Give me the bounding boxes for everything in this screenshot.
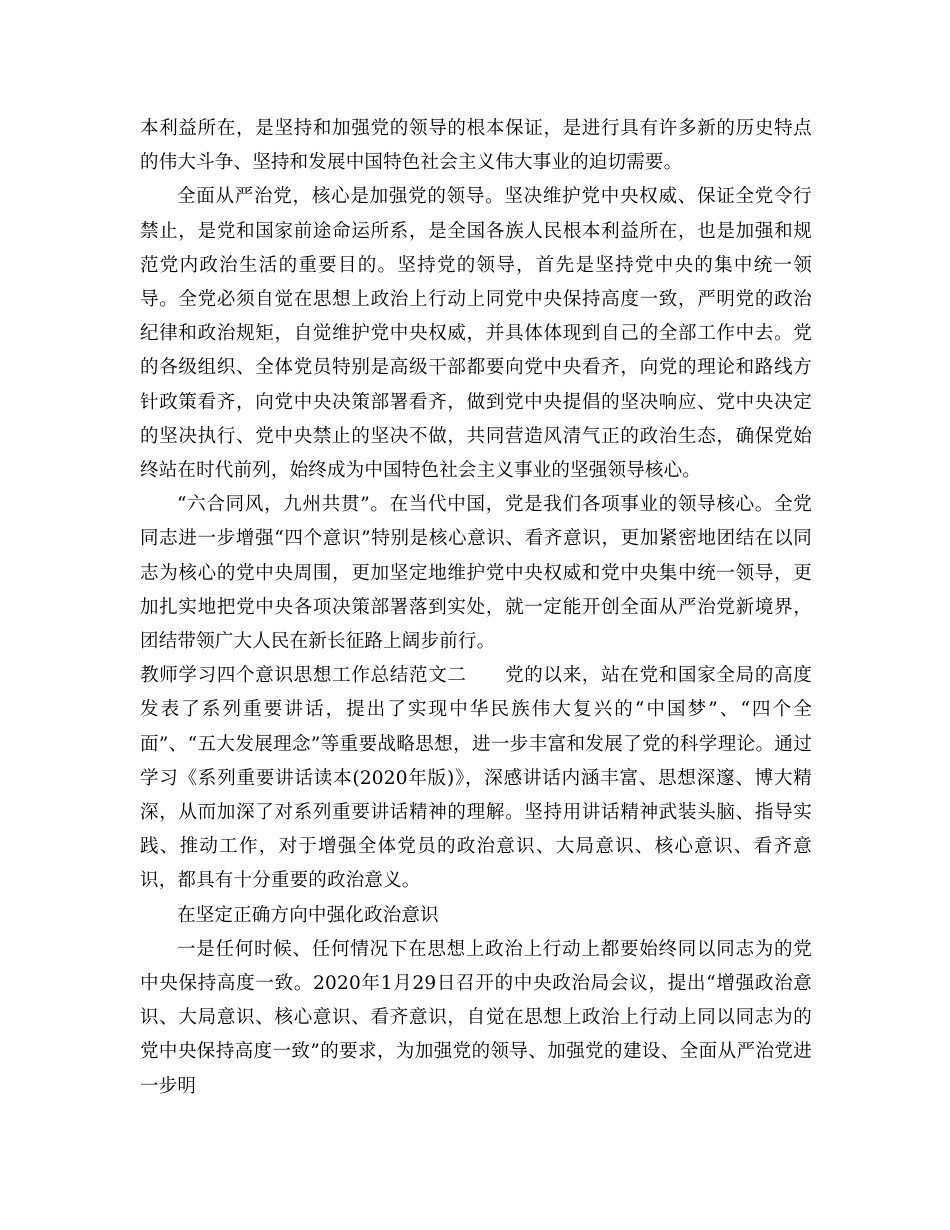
paragraph-point-one: 一是任何时候、任何情况下在思想上政治上行动上都要始终同以同志为的党中央保持高度一致。2020年1月29日召开的中央政治局会议，提出“增强政治意识、大局意识、核心意识、看齐意识，自觉在思想上政治上行动上同以同志为的党中央保持高度一致”的要求，为加强党的领导、加强党的建设、全面从严治党进一步明: [140, 938, 812, 1097]
paragraph-continuation: 本利益所在，是坚持和加强党的领导的根本保证，是进行具有许多新的历史特点的伟大斗争、坚持和发展中国特色社会主义伟大事业的迫切需要。: [140, 118, 812, 174]
section-heading-political-awareness: 在坚定正确方向中强化政治意识: [177, 904, 439, 926]
paragraph-summary-two: 教师学习四个意识思想工作总结范文二 党的以来，站在党和国家全局的高度发表了系列重要讲话，提出了实现中华民族伟大复兴的“中国梦”、“四个全面”、“五大发展理念”等重要战略思想，进一步丰富和发展了党的科学理论。通过学习《系列重要讲话读本(2020年版)》，深感讲话内涵丰富、思想深邃、博大精深，从而加深了对系列重要讲话精神的理解。坚持用讲话精神武装头脑、指导实践、推动工作，对于增强全体党员的政治意识、大局意识、核心意识、看齐意识，都具有十分重要的政治意义。: [140, 665, 812, 892]
paragraph-party-leadership: 全面从严治党，核心是加强党的领导。坚决维护党中央权威、保证全党令行禁止，是党和国家前途命运所系，是全国各族人民根本利益所在，也是加强和规范党内政治生活的重要目的。坚持党的领导，首先是坚持党中央的集中统一领导。全党必须自觉在思想上政治上行动上同党中央保持高度一致，严明党的政治纪律和政治规矩，自觉维护党中央权威，并具体体现到自己的全部工作中去。党的各级组织、全体党员特别是高级干部都要向党中央看齐，向党的理论和路线方针政策看齐，向党中央决策部署看齐，做到党中央提倡的坚决响应、党中央决定的坚决执行、党中央禁止的坚决不做，共同营造风清气正的政治生态，确保党始终站在时代前列，始终成为中国特色社会主义事业的坚强领导核心。: [140, 186, 812, 482]
paragraph-liuhe-tongfeng: “六合同风，九州共贯”。在当代中国，党是我们各项事业的领导核心。全党同志进一步增强“四个意识”特别是核心意识、看齐意识，更加紧密地团结在以同志为核心的党中央周围，更加坚定地维护党中央权威和党中央集中统一领导，更加扎实地把党中央各项决策部署落到实处，就一定能开创全面从严治党新境界，团结带领广大人民在新长征路上阔步前行。: [140, 494, 812, 653]
